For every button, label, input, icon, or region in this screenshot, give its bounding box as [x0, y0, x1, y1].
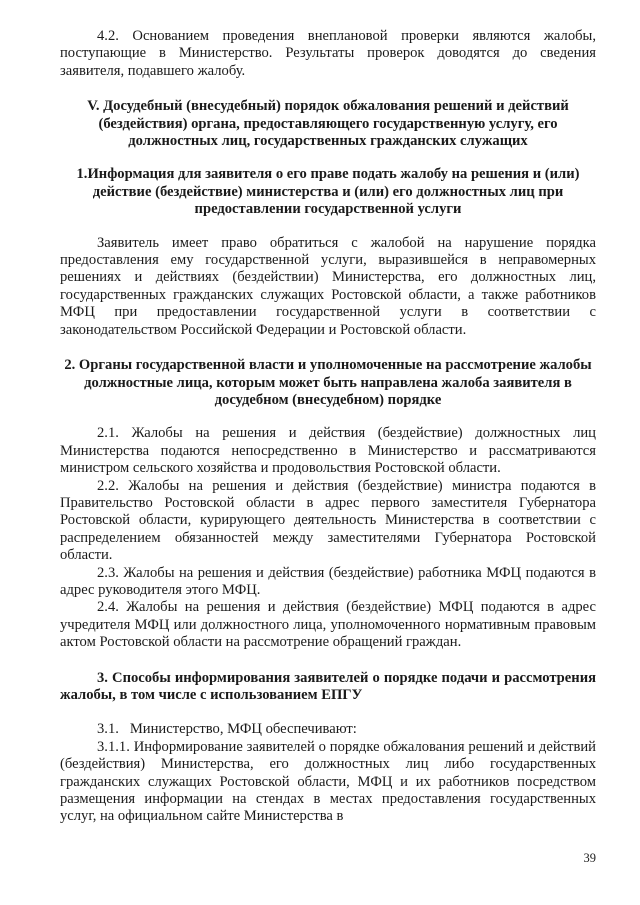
paragraph-3-1-1: 3.1.1. Информирование заявителей о порядке обжалования решений и действий (бездействия) Министерства, его должностных лиц либо государственных гражданских служащих Ростовской области, МФЦ и их работников посредством размещения информации на стендах в местах предоставления государственных услуг, на официальном сайте Министерства в: [60, 738, 596, 825]
paragraph-4-2: 4.2. Основанием проведения внеплановой проверки являются жалобы, поступающие в Министерство. Результаты проверок доводятся до сведения заявителя, подавшего жалобу.: [60, 28, 596, 79]
paragraph-2-2: 2.2. Жалобы на решения и действия (бездействие) министра подаются в Правительство Ростовской области в адрес первого заместителя Губернатора Ростовской области, курирующего деятельность Министерства в соответствии с распределением обязанностей между заместителями Губернатора Ростовской области.: [60, 477, 596, 564]
paragraph-2-3: 2.3. Жалобы на решения и действия (бездействие) работника МФЦ подаются в адрес руководителя этого МФЦ.: [60, 564, 596, 598]
paragraph-2-4: 2.4. Жалобы на решения и действия (бездействие) МФЦ подаются в адрес учредителя МФЦ или должностного лица, уполномоченного нормативным правовым актом Ростовской области на рассмотрение обращений граждан.: [60, 599, 596, 651]
paragraph-2-1: 2.1. Жалобы на решения и действия (бездействие) должностных лиц Министерства подаются непосредственно в Министерство и рассматриваются министром сельского хозяйства и продовольствия Ростовской области.: [60, 425, 596, 477]
subsection-1-text: Заявитель имеет право обратиться с жалобой на нарушение порядка предоставления ему государственной услуги, выразившейся в неправомерных решениях и действиях (бездействии) Министерства, его должностных лиц, государственных гражданских служащих Ростовской области, а также работников МФЦ при предоставлении государственной услуги в соответствии с законодательством Российской Федерации и Ростовской области.: [60, 234, 596, 338]
subsection-2-heading: 2. Органы государственной власти и уполномоченные на рассмотрение жалобы должностные лица, которым может быть направлена жалоба заявителя в досудебном (внесудебном) порядке: [64, 357, 592, 408]
section-v-heading: V. Досудебный (внесудебный) порядок обжалования решений и действий (бездействия) органа, предоставляющего государственную услугу, его должностных лиц, государственных гражданских служащих: [87, 98, 569, 150]
page-body: [60, 28, 596, 826]
page-number: 39: [583, 851, 596, 865]
subsection-1-heading: 1.Информация для заявителя о его праве подать жалобу на решения и (или) действие (бездействие) министерства и (или) его должностных лиц при предоставлении государственной услуги: [76, 166, 580, 218]
paragraph-3-1: 3.1. Министерство, МФЦ обеспечивают:: [97, 721, 357, 738]
subsection-3-heading: 3. Способы информирования заявителей о порядке подачи и рассмотрения жалобы, в том числе с использованием ЕПГУ: [60, 669, 596, 703]
